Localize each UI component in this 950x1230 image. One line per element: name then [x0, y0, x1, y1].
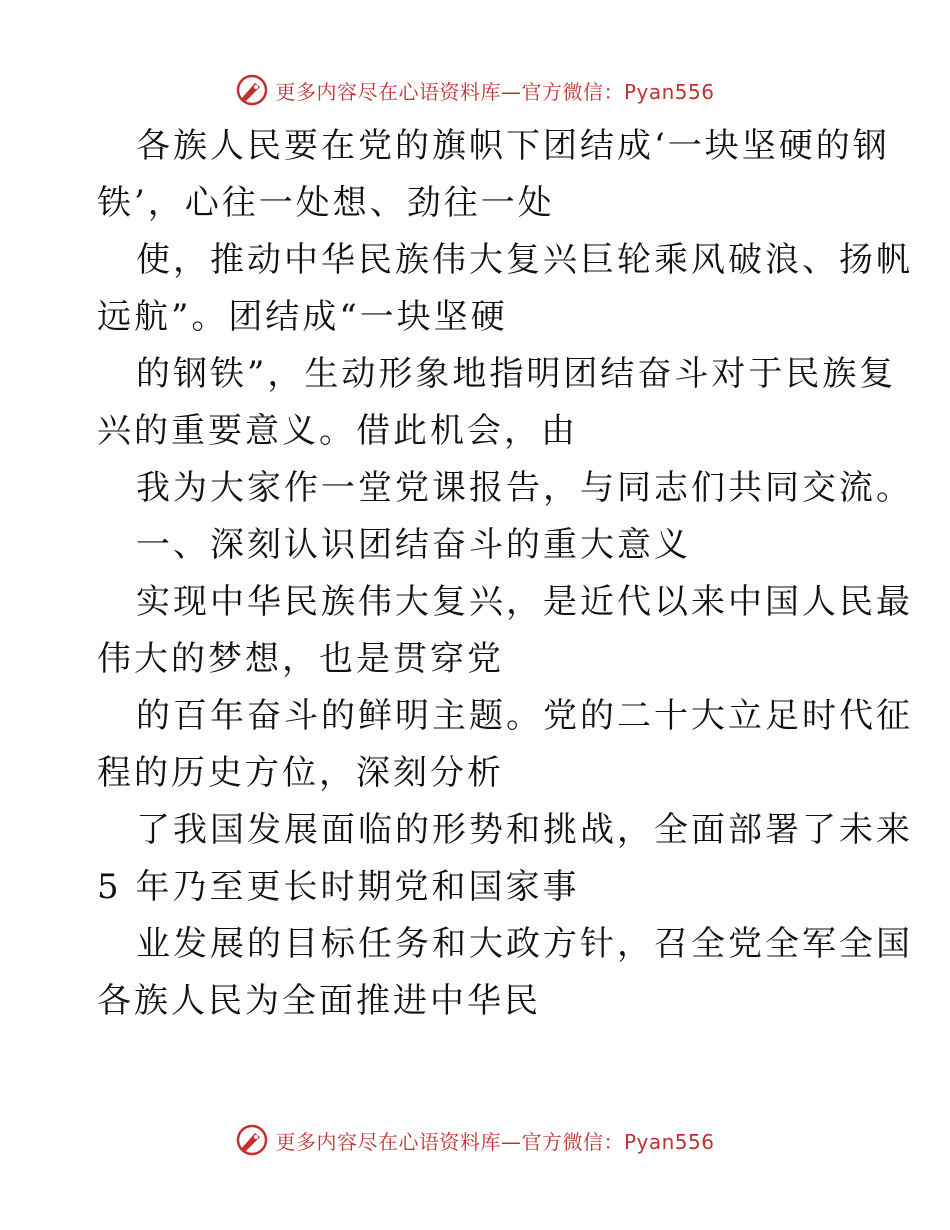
body-line: 各族人民要在党的旗帜下团结成‘一块坚硬的钢 — [136, 126, 890, 166]
watermark-text: 更多内容尽在心语资料库—官方微信：Pyan556 — [275, 79, 715, 104]
section-heading: 一、深刻认识团结奋斗的重大意义 — [136, 525, 691, 565]
body-line: 各族人民为全面推进中华民 — [97, 981, 541, 1021]
body-line: 远航”。团结成“一块坚硬 — [97, 297, 508, 337]
body-line: 了我国发展面临的形势和挑战，全面部署了未来 — [136, 810, 913, 850]
body-line: 实现中华民族伟大复兴，是近代以来中国人民最 — [136, 582, 913, 622]
body-line: 伟大的梦想，也是贯穿党 — [97, 639, 504, 679]
document-body — [0, 118, 950, 1030]
body-line: 5 年乃至更长时期党和国家事 — [97, 867, 580, 907]
body-line: 的钢铁”，生动形象地指明团结奋斗对于民族复 — [136, 354, 897, 394]
body-line: 业发展的目标任务和大政方针，召全党全军全国 — [136, 924, 913, 964]
body-line: 我为大家作一堂党课报告，与同志们共同交流。 — [136, 468, 913, 508]
body-line: 使，推动中华民族伟大复兴巨轮乘风破浪、扬帆 — [136, 240, 913, 280]
body-line: 兴的重要意义。借此机会，由 — [97, 411, 578, 451]
body-line: 程的历史方位，深刻分析 — [97, 753, 504, 793]
body-line: 的百年奋斗的鲜明主题。党的二十大立足时代征 — [136, 696, 913, 736]
footer-watermark — [0, 1120, 950, 1160]
header-watermark — [0, 70, 950, 110]
pen-nib-circle-icon — [235, 1123, 269, 1157]
watermark-text: 更多内容尽在心语资料库—官方微信：Pyan556 — [275, 1129, 715, 1154]
pen-nib-circle-icon — [235, 73, 269, 107]
body-line: 铁’，心往一处想、劲往一处 — [97, 183, 555, 223]
